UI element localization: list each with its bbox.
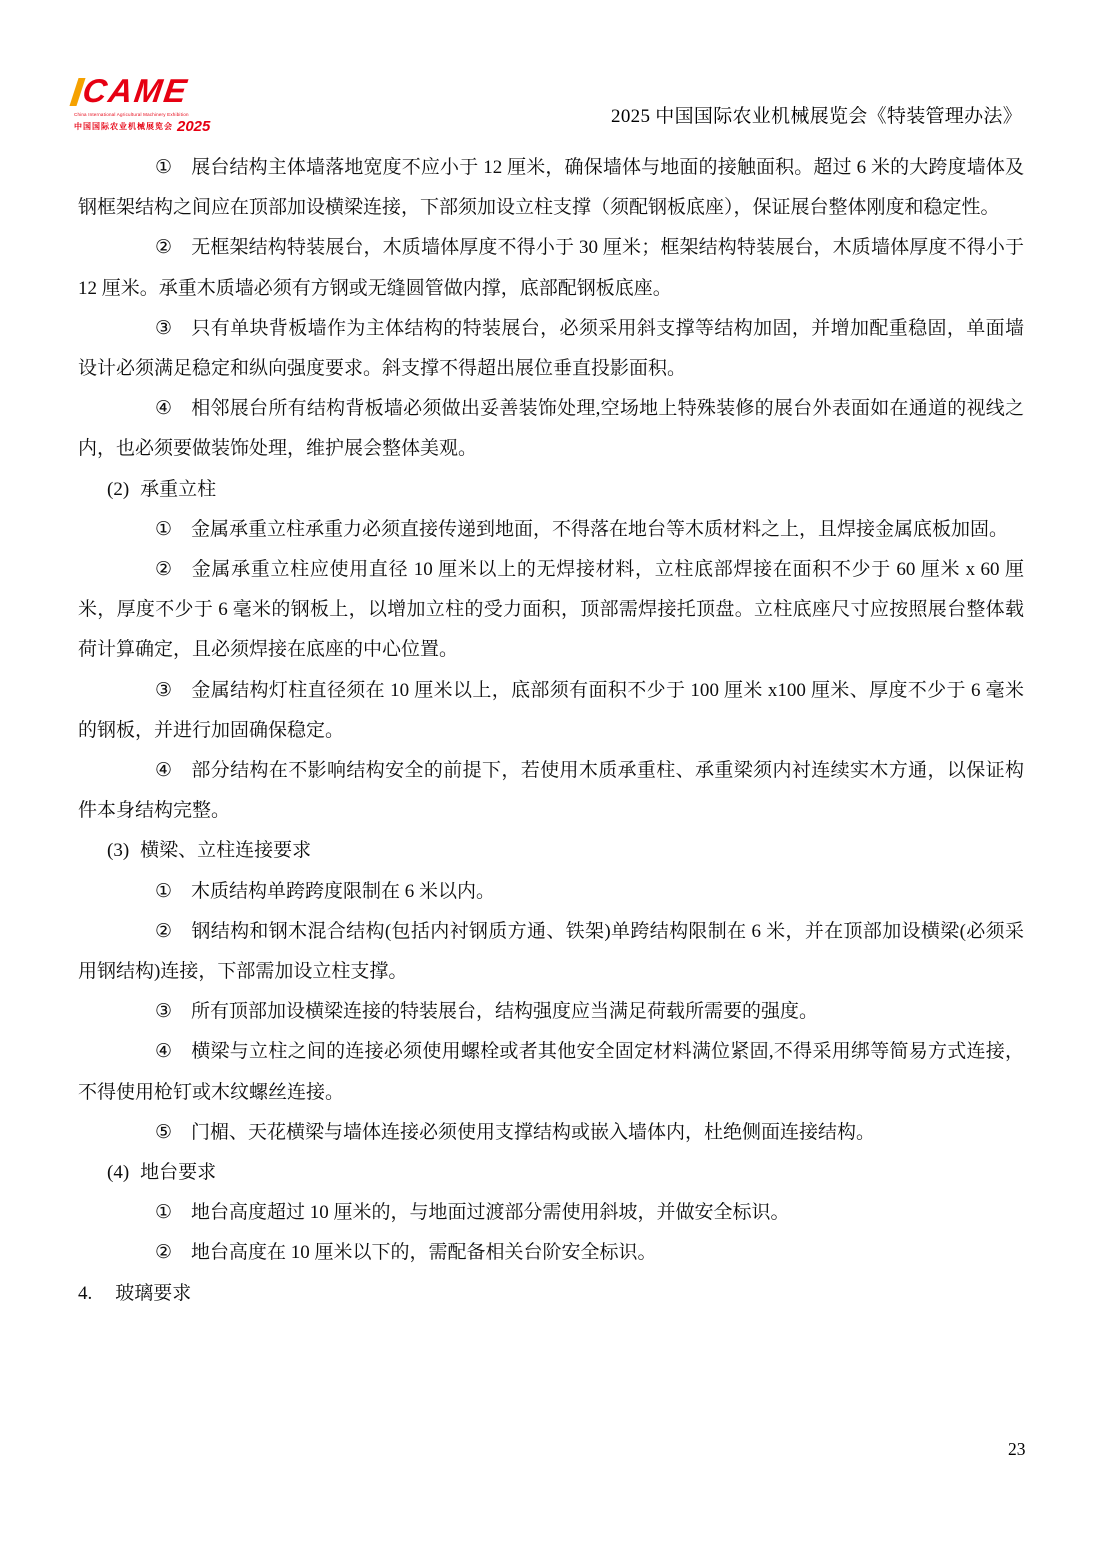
item-text: 部分结构在不影响结构安全的前提下，若使用木质承重柱、承重梁须内衬连续实木方通，以保证构件本身结构完整。 <box>78 760 1024 822</box>
heading-title: 玻璃要求 <box>115 1282 192 1304</box>
item-marker: ① <box>155 880 173 902</box>
list-item <box>78 1113 1024 1153</box>
item-marker: ② <box>155 920 173 942</box>
item-text: 相邻展台所有结构背板墙必须做出妥善装饰处理,空场地上特殊装修的展台外表面如在通道的视线之内，也必须要做装饰处理，维护展会整体美观。 <box>78 398 1024 460</box>
item-marker: ② <box>155 237 173 259</box>
item-marker: ① <box>155 518 173 540</box>
heading-number: 4. <box>78 1282 93 1304</box>
item-marker: ② <box>155 559 173 581</box>
item-marker: ③ <box>155 317 173 339</box>
section-title: 承重立柱 <box>140 478 217 500</box>
list-item <box>78 550 1024 671</box>
section-title: 地台要求 <box>140 1162 217 1184</box>
item-text: 门楣、天花横梁与墙体连接必须使用支撑结构或嵌入墙体内，杜绝侧面连接结构。 <box>191 1121 876 1143</box>
logo-subline <box>74 113 224 136</box>
section-marker: (2) <box>107 478 130 500</box>
item-marker: ① <box>155 1202 173 1224</box>
list-item <box>78 309 1024 389</box>
item-text: 只有单块背板墙作为主体结构的特装展台，必须采用斜支撑等结构加固，并增加配重稳固，单面墙设计必须满足稳定和纵向强度要求。斜支撑不得超出展位垂直投影面积。 <box>78 317 1024 380</box>
list-item <box>78 228 1024 308</box>
section-heading <box>78 470 1024 510</box>
item-marker: ② <box>155 1242 173 1264</box>
list-item <box>78 510 1024 550</box>
document-body <box>78 148 1024 1314</box>
item-text: 钢结构和钢木混合结构(包括内衬钢质方通、铁架)单跨结构限制在 6 米，并在顶部加设横梁(必须采用钢结构)连接，下部需加设立柱支撑。 <box>78 920 1024 983</box>
page-number: 23 <box>1008 1439 1026 1459</box>
came-logo-wordmark <box>74 74 224 112</box>
item-text: 金属承重立柱应使用直径 10 厘米以上的无焊接材料，立柱底部焊接在面积不少于 60 厘米 x 60 厘米，厚度不少于 6 毫米的钢板上，以增加立柱的受力面积，顶部需焊接托顶盘。立柱底座尺寸应按照展台整体载荷计算确定，且必须焊接在底座的中心位置。 <box>78 559 1024 661</box>
list-item <box>78 389 1024 469</box>
item-text: 所有顶部加设横梁连接的特装展台，结构强度应当满足荷载所需要的强度。 <box>191 1001 819 1023</box>
came-logo <box>74 72 224 135</box>
list-item <box>78 912 1024 992</box>
item-marker: ① <box>155 157 173 178</box>
logo-subtitle-en: China International Agricultural Machinery Exhibition <box>74 112 189 117</box>
logo-subtitle-cn: 中国国际农业机械展览会 <box>74 121 173 131</box>
list-item <box>78 1233 1024 1273</box>
section-marker: (3) <box>107 840 130 862</box>
item-text: 横梁与立柱之间的连接必须使用螺栓或者其他安全固定材料满位紧固,不得采用绑等简易方式连接，不得使用枪钉或木纹螺丝连接。 <box>78 1041 1024 1103</box>
item-text: 金属结构灯柱直径须在 10 厘米以上，底部须有面积不少于 100 厘米 x100 厘米、厚度不少于 6 毫米的钢板，并进行加固确保稳定。 <box>78 679 1024 741</box>
item-text: 无框架结构特装展台，木质墙体厚度不得小于 30 厘米；框架结构特装展台，木质墙体厚度不得小于 12 厘米。承重木质墙必须有方钢或无缝圆管做内撑，底部配钢板底座。 <box>78 237 1024 299</box>
list-item <box>78 751 1024 831</box>
item-marker: ③ <box>155 679 173 701</box>
item-marker: ④ <box>155 1041 173 1063</box>
section-heading <box>78 1153 1024 1193</box>
logo-brand-text: CAME <box>80 72 191 109</box>
item-text: 木质结构单跨跨度限制在 6 米以内。 <box>191 880 496 902</box>
item-text: 地台高度超过 10 厘米的，与地面过渡部分需使用斜坡，并做安全标识。 <box>191 1202 790 1224</box>
list-item <box>78 671 1024 751</box>
numbered-heading <box>78 1274 1024 1314</box>
section-heading <box>78 831 1024 871</box>
item-text: 展台结构主体墙落地宽度不应小于 12 厘米，确保墙体与地面的接触面积。超过 6 米的大跨度墙体及钢框架结构之间应在顶部加设横梁连接，下部须加设立柱支撑（须配钢板底座），保证展台整体刚度和稳定性。 <box>78 157 1024 219</box>
document-header-title: 2025 中国国际农业机械展览会《特装管理办法》 <box>611 106 1022 127</box>
item-text: 地台高度在 10 厘米以下的，需配备相关台阶安全标识。 <box>191 1242 657 1264</box>
item-marker: ④ <box>155 398 173 420</box>
list-item <box>78 872 1024 912</box>
list-item <box>78 1193 1024 1233</box>
section-marker: (4) <box>107 1162 130 1184</box>
logo-year: 2025 <box>177 117 211 135</box>
list-item <box>78 1032 1024 1112</box>
item-text: 金属承重立柱承重力必须直接传递到地面，不得落在地台等木质材料之上，且焊接金属底板加固。 <box>191 518 1009 540</box>
list-item <box>78 992 1024 1032</box>
section-title: 横梁、立柱连接要求 <box>140 840 312 862</box>
item-marker: ⑤ <box>155 1121 173 1143</box>
item-marker: ④ <box>155 760 173 782</box>
list-item <box>78 148 1024 228</box>
item-marker: ③ <box>155 1001 173 1023</box>
